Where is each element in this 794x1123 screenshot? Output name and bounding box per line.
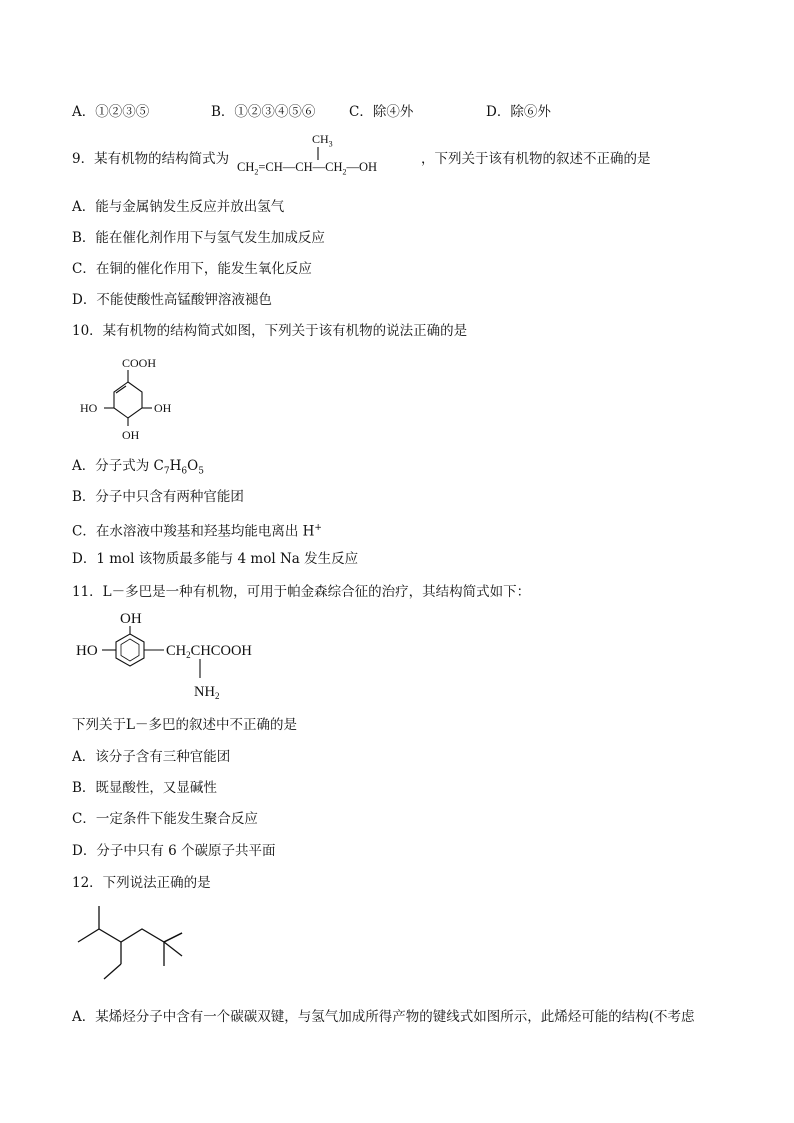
q12-stem: 12．下列说法正确的是: [72, 875, 211, 891]
q10-option-c: [72, 519, 322, 541]
q10-option-c-text: C．在水溶液中羧基和羟基均能电离出 H: [72, 523, 315, 540]
q11-nh2-label: [194, 684, 219, 701]
q11-lead: 下列关于L－多巴的叙述中不正确的是: [72, 717, 297, 733]
q11-option-c: C．一定条件下能发生聚合反应: [72, 811, 258, 827]
q11-chain-label: [166, 643, 252, 660]
q10-option-b: B．分子中只含有两种官能团: [72, 489, 244, 505]
q11-option-d: D．分子中只有 6 个碳原子共平面: [72, 843, 276, 859]
q12-option-a: A．某烯烃分子中含有一个碳碳双键，与氢气加成所得产物的键线式如图所示，此烯烃可能的结构(不考虑: [72, 1009, 695, 1025]
q8-option-c: C．除④外: [349, 104, 414, 120]
q10-option-d: D．1 mol 该物质最多能与 4 mol Na 发生反应: [72, 551, 359, 567]
q10-option-c-sup: +: [314, 523, 322, 533]
q10-option-a: [72, 457, 204, 481]
q9-option-c: C．在铜的催化作用下，能发生氧化反应: [72, 261, 312, 277]
q10-option-a-sub1: 7: [163, 466, 170, 477]
q9-option-b: B．能在催化剂作用下与氢气发生加成反应: [72, 230, 325, 246]
q11-structure-diagram: [72, 606, 292, 702]
q11-option-a: A．该分子含有三种官能团: [72, 749, 231, 765]
q9-formula-sub1: 2: [254, 167, 259, 177]
q10-option-a-prefix: A．分子式为 C: [72, 458, 164, 474]
q10-structure-diagram: [70, 350, 190, 450]
q10-stem: 10．某有机物的结构简式如图，下列关于该有机物的说法正确的是: [72, 323, 468, 339]
q11-nh-sub: 2: [214, 691, 220, 701]
q11-nh: NH: [194, 684, 215, 700]
q9-formula-part3: —OH: [346, 160, 378, 174]
q9-methyl-label: CH: [312, 132, 329, 146]
q10-ho-left-label: HO: [80, 401, 98, 415]
q10-option-a-h: H: [169, 458, 182, 474]
q9-option-a: A．能与金属钠发生反应并放出氢气: [72, 199, 285, 215]
q11-chain-ch: CH: [166, 643, 187, 659]
q11-stem: 11．L－多巴是一种有机物，可用于帕金森综合征的治疗，其结构简式如下：: [72, 584, 531, 600]
q10-cooh-label: COOH: [122, 356, 157, 370]
q9-methyl-sub: 3: [328, 139, 333, 149]
q12-skeletal-formula: [70, 900, 200, 990]
q10-option-a-sub2: 6: [181, 466, 188, 477]
q10-option-a-sub3: 5: [198, 466, 204, 477]
q9-formula-sub2: 2: [342, 167, 347, 177]
q8-option-b: B．①②③④⑤⑥: [211, 104, 316, 120]
q10-oh-bottom-label: OH: [122, 428, 140, 442]
q9-formula-part2: =CH—CH—CH: [258, 160, 343, 174]
q10-oh-right-label: OH: [154, 401, 172, 415]
q10-option-a-o: O: [187, 458, 199, 474]
q11-chain-rest: CHCOOH: [190, 643, 252, 659]
q9-stem-suffix: ，下列关于该有机物的叙述不正确的是: [421, 151, 651, 167]
q9-formula-part1: CH: [237, 160, 255, 174]
q8-option-d: D．除⑥外: [486, 104, 551, 120]
q9-option-d: D．不能使酸性高锰酸钾溶液褪色: [72, 292, 272, 308]
q9-methyl-bond: [0, 0, 794, 200]
q9-stem-prefix: 9．某有机物的结构简式为: [72, 151, 230, 167]
q11-chain-sub: 2: [186, 650, 191, 660]
q11-oh-top-label: OH: [120, 611, 142, 627]
q8-option-a: A．①②③⑤: [72, 104, 150, 120]
q11-ho-left-label: HO: [76, 643, 98, 659]
q11-option-b: B．既显酸性，又显碱性: [72, 780, 217, 796]
